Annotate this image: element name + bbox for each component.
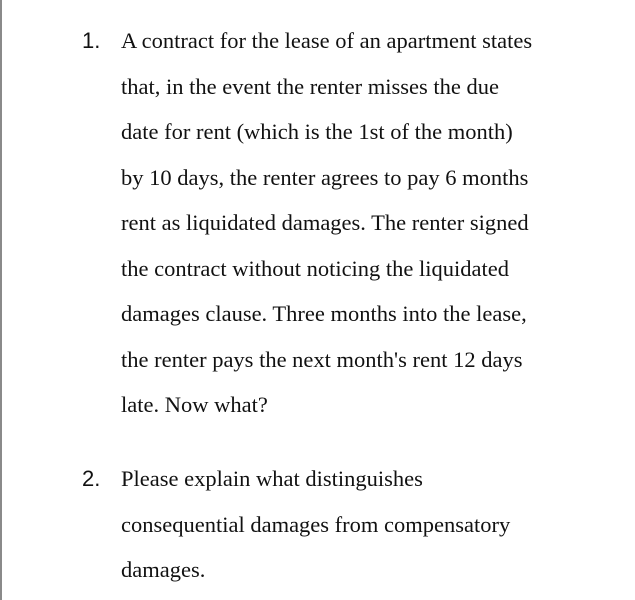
left-border: [0, 0, 2, 600]
question-text-line: late. Now what?: [121, 392, 268, 417]
question-text-line: damages clause. Three months into the lease,: [121, 301, 527, 326]
question-text-line: A contract for the lease of an apartment states: [121, 28, 533, 53]
question-text-line: the renter pays the next month's rent 12 days: [121, 346, 523, 372]
question-text-line: Please explain what distinguishes: [121, 466, 423, 491]
question-text-line: date for rent (which is the 1st of the month): [121, 119, 513, 144]
question-text-line: damages.: [121, 557, 206, 582]
question-number: 2.: [82, 466, 101, 491]
question-text-line: that, in the event the renter misses the due: [121, 73, 500, 99]
question-text: [121, 456, 621, 593]
question-number: 1.: [82, 28, 101, 53]
question-text-line: consequential damages from compensatory: [121, 511, 511, 537]
question-text-line: the contract without noticing the liquidated: [121, 255, 510, 281]
question-text-line: by 10 days, the renter agrees to pay 6 months: [121, 164, 529, 190]
question-text-line: rent as liquidated damages. The renter signed: [121, 210, 529, 235]
question-text: [121, 18, 621, 428]
